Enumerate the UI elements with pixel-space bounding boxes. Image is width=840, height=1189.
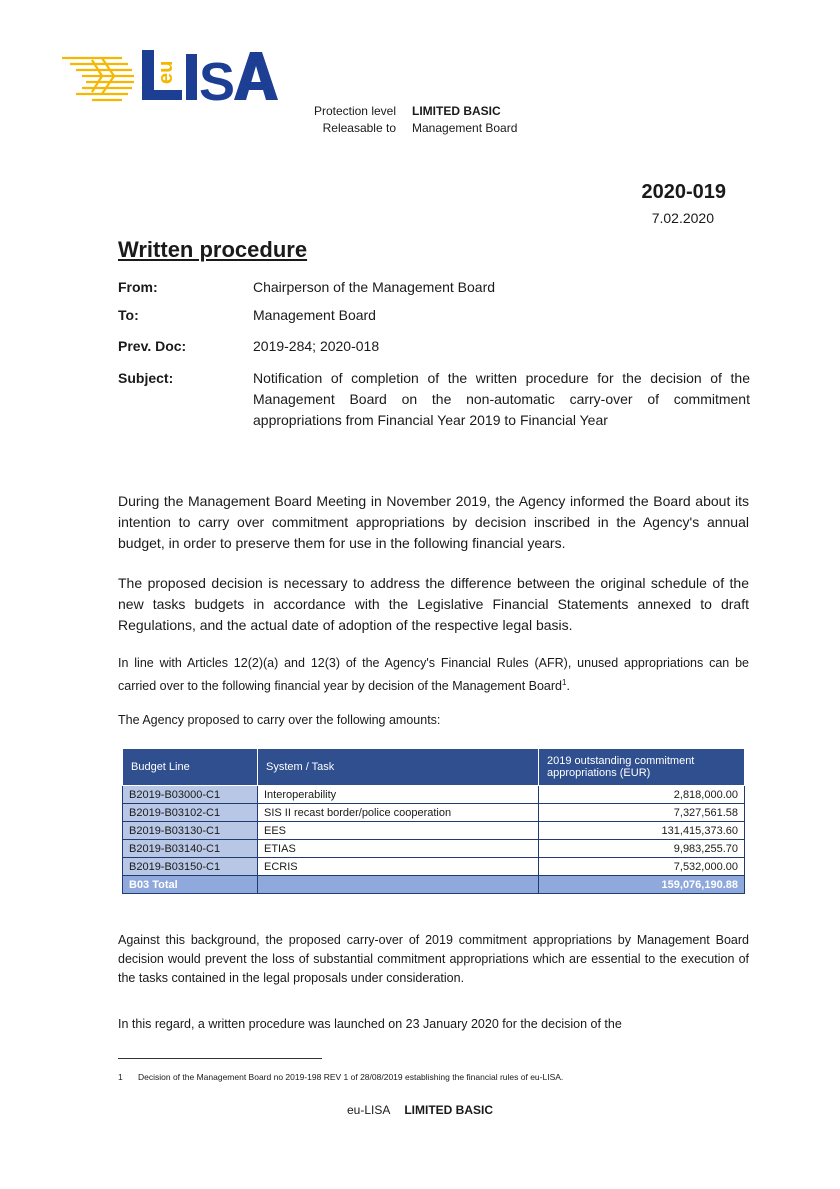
system-task-cell: SIS II recast border/police cooperation: [258, 804, 539, 822]
releasable-value: Management Board: [412, 121, 518, 135]
paragraph-4: The Agency proposed to carry over the following amounts:: [118, 713, 441, 727]
header-outstanding: 2019 outstanding commitment appropriations (EUR): [539, 749, 745, 786]
budget-line-cell: B2019-B03150-C1: [123, 858, 258, 876]
paragraph-3-text: In line with Articles 12(2)(a) and 12(3) of the Agency's Financial Rules (AFR), unused appropriations can be carried over to the following financial year by decision of the Management Board: [118, 656, 749, 694]
prev-doc-label: Prev. Doc:: [118, 338, 187, 354]
document-number: 2020-019: [641, 181, 726, 203]
table-header-row: [123, 749, 745, 786]
protection-level-value: LIMITED BASIC: [412, 104, 501, 118]
document-date: 7.02.2020: [651, 210, 714, 226]
amount-cell: 131,415,373.60: [539, 822, 745, 840]
footnote: [118, 1072, 563, 1082]
total-label-cell: B03 Total: [123, 876, 258, 894]
budget-table: [122, 748, 745, 894]
document-title: Written procedure: [118, 237, 308, 262]
table-total-row: [123, 876, 745, 894]
paragraph-6: In this regard, a written procedure was launched on 23 January 2020 for the decision of the: [118, 1017, 622, 1031]
protection-level-label: Protection level: [313, 104, 396, 118]
eu-lisa-logo: [62, 46, 292, 110]
paragraph-3: [118, 654, 749, 696]
footer-org: eu-LISA: [346, 1103, 391, 1117]
protection-block: [0, 103, 840, 143]
subject-label: Subject:: [118, 370, 174, 386]
footer-level: LIMITED BASIC: [404, 1103, 494, 1117]
table-row: [123, 858, 745, 876]
header-budget-line: Budget Line: [123, 749, 258, 786]
table-row: [123, 840, 745, 858]
budget-line-cell: B2019-B03102-C1: [123, 804, 258, 822]
amount-cell: 7,327,561.58: [539, 804, 745, 822]
header-system-task: System / Task: [258, 749, 539, 786]
table-row: [123, 822, 745, 840]
budget-line-cell: B2019-B03140-C1: [123, 840, 258, 858]
footnote-divider: [118, 1058, 322, 1059]
table-row: [123, 804, 745, 822]
amount-cell: 7,532,000.00: [539, 858, 745, 876]
paragraph-1: During the Management Board Meeting in November 2019, the Agency informed the Board about its intention to carry over commitment appropriations by decision inscribed in the Agency's annual budget, in order to preserve them for use in the following financial years.: [118, 493, 749, 551]
from-value: Chairperson of the Management Board: [253, 279, 496, 295]
svg-text:eu: eu: [155, 60, 177, 84]
footnote-text: Decision of the Management Board no 2019-198 REV 1 of 28/08/2019 establishing the financial rules of eu-LISA.: [138, 1072, 564, 1082]
system-task-cell: ETIAS: [258, 840, 539, 858]
amount-cell: 2,818,000.00: [539, 786, 745, 804]
footnote-ref[interactable]: 1: [562, 678, 567, 687]
system-task-cell: ECRIS: [258, 858, 539, 876]
svg-text:S: S: [199, 52, 236, 110]
from-label: From:: [118, 279, 158, 295]
paragraph-5: Against this background, the proposed carry-over of 2019 commitment appropriations by Management Board decision would prevent the loss of substantial commitment appropriations which are essential to the execution of the tasks contained in the legal proposals under consideration.: [118, 933, 749, 985]
releasable-label: Releasable to: [322, 121, 396, 135]
table-row: [123, 786, 745, 804]
total-amount-cell: 159,076,190.88: [539, 876, 745, 894]
budget-line-cell: B2019-B03000-C1: [123, 786, 258, 804]
footnote-number: 1: [118, 1072, 123, 1082]
subject-value: Notification of completion of the written procedure for the decision of the Management Board on the non-automatic carry-over of commitment appropriations from Financial Year 2019 to Financial Year: [253, 370, 750, 428]
total-empty-cell: [258, 876, 539, 894]
prev-doc-value: 2019-284; 2020-018: [253, 338, 380, 354]
budget-line-cell: B2019-B03130-C1: [123, 822, 258, 840]
paragraph-2: The proposed decision is necessary to address the difference between the original schedule of the new tasks budgets in accordance with the Legislative Financial Statements annexed to draft Regulations, and the actual date of adoption of the respective legal basis.: [118, 575, 749, 633]
system-task-cell: Interoperability: [258, 786, 539, 804]
system-task-cell: EES: [258, 822, 539, 840]
amount-cell: 9,983,255.70: [539, 840, 745, 858]
to-value: Management Board: [253, 307, 376, 323]
page-footer: [0, 1103, 840, 1117]
to-label: To:: [118, 307, 139, 323]
paragraph-3-end: .: [566, 679, 570, 694]
